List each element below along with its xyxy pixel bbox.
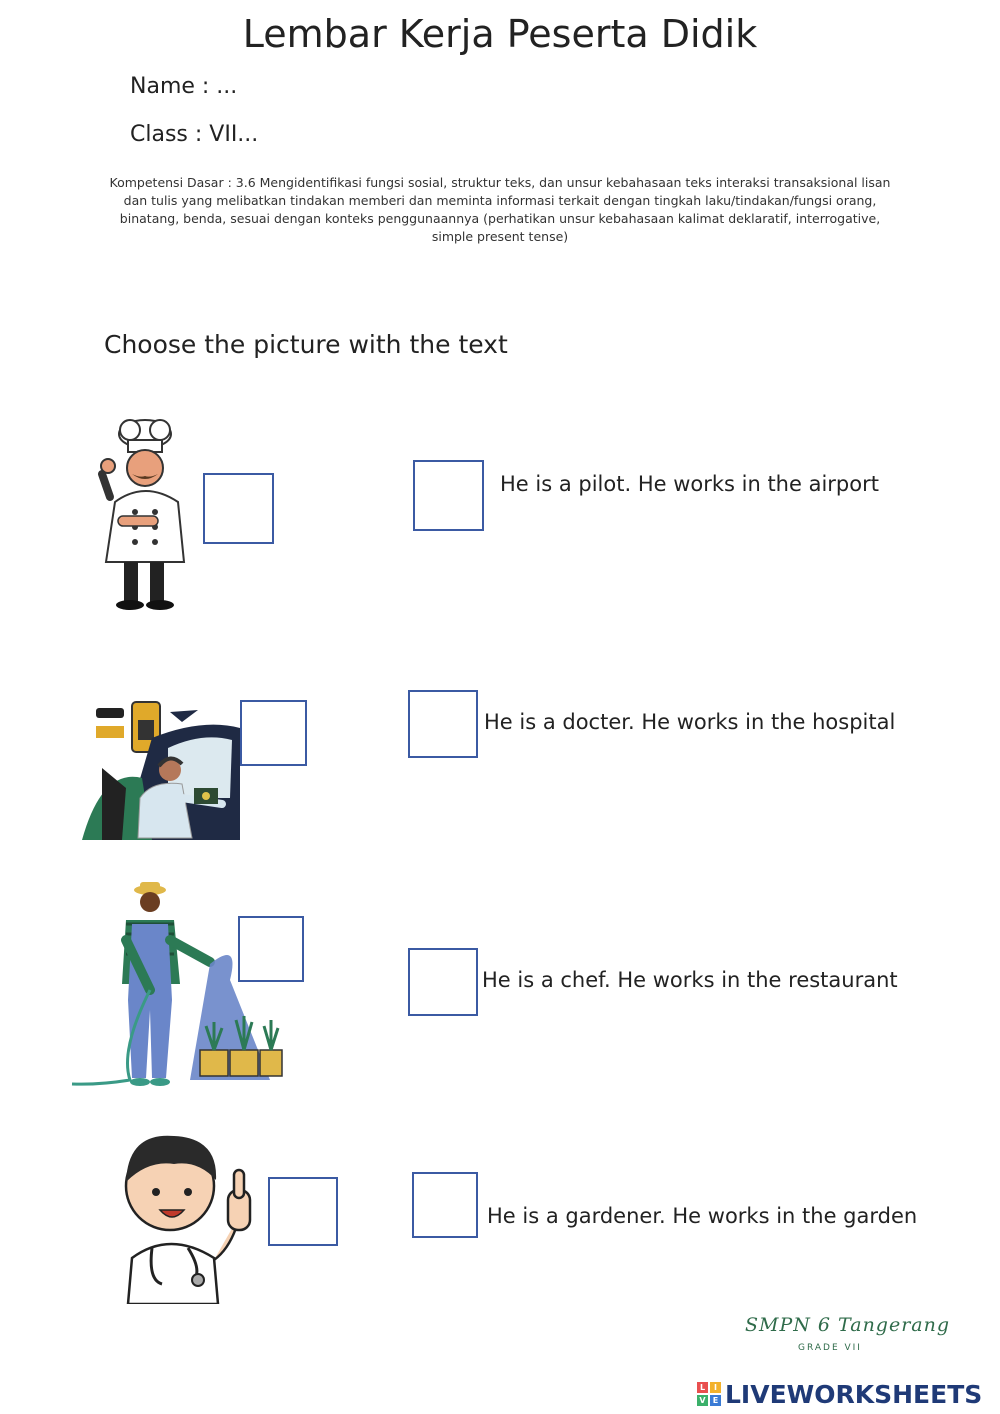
- gardener-illustration[interactable]: [70, 880, 292, 1092]
- statement-1: He is a pilot. He works in the airport: [500, 472, 879, 496]
- text-checkbox-2[interactable]: [408, 690, 478, 758]
- class-line: Class : VII...: [130, 122, 259, 147]
- brand-mark-v: V: [697, 1395, 708, 1406]
- statement-3: He is a chef. He works in the restaurant: [482, 968, 898, 992]
- brand-text: LIVEWORKSHEETS: [725, 1379, 983, 1409]
- brand-mark-e: E: [710, 1395, 721, 1406]
- text-checkbox-3[interactable]: [408, 948, 478, 1016]
- doctor-illustration[interactable]: [118, 1130, 260, 1304]
- statement-4: He is a gardener. He works in the garden: [487, 1204, 918, 1228]
- picture-checkbox-4[interactable]: [268, 1177, 338, 1246]
- brand-mark-l: L: [697, 1382, 708, 1393]
- page-title: Lembar Kerja Peserta Didik: [242, 12, 758, 56]
- liveworksheets-logo[interactable]: [697, 1378, 982, 1410]
- school-signature: SMPN 6 Tangerang: [745, 1314, 951, 1336]
- brand-mark-i: I: [710, 1382, 721, 1393]
- text-checkbox-1[interactable]: [413, 460, 484, 531]
- picture-checkbox-3[interactable]: [238, 916, 304, 982]
- chef-illustration[interactable]: [90, 412, 200, 612]
- statement-2: He is a docter. He works in the hospital: [484, 710, 896, 734]
- picture-checkbox-2[interactable]: [240, 700, 307, 766]
- school-grade: GRADE VII: [798, 1343, 862, 1353]
- name-line: Name : ...: [130, 74, 238, 99]
- picture-checkbox-1[interactable]: [203, 473, 274, 544]
- kompetensi-dasar: Kompetensi Dasar : 3.6 Mengidentifikasi fungsi sosial, struktur teks, dan unsur kebahasaan teks interaksi transaksional lisan dan tulis yang melibatkan tindakan memberi dan meminta informasi terkait dengan tingkah laku/tindakan/fungsi orang, binatang, benda, sesuai dengan konteks penggunaannya (perhatikan unsur kebahasaan kalimat deklaratif, interrogative, simple present tense): [109, 175, 891, 244]
- pilot-illustration[interactable]: [82, 698, 242, 840]
- brand-mark-icon: [697, 1382, 721, 1406]
- instruction: Choose the picture with the text: [104, 330, 508, 359]
- text-checkbox-4[interactable]: [412, 1172, 478, 1238]
